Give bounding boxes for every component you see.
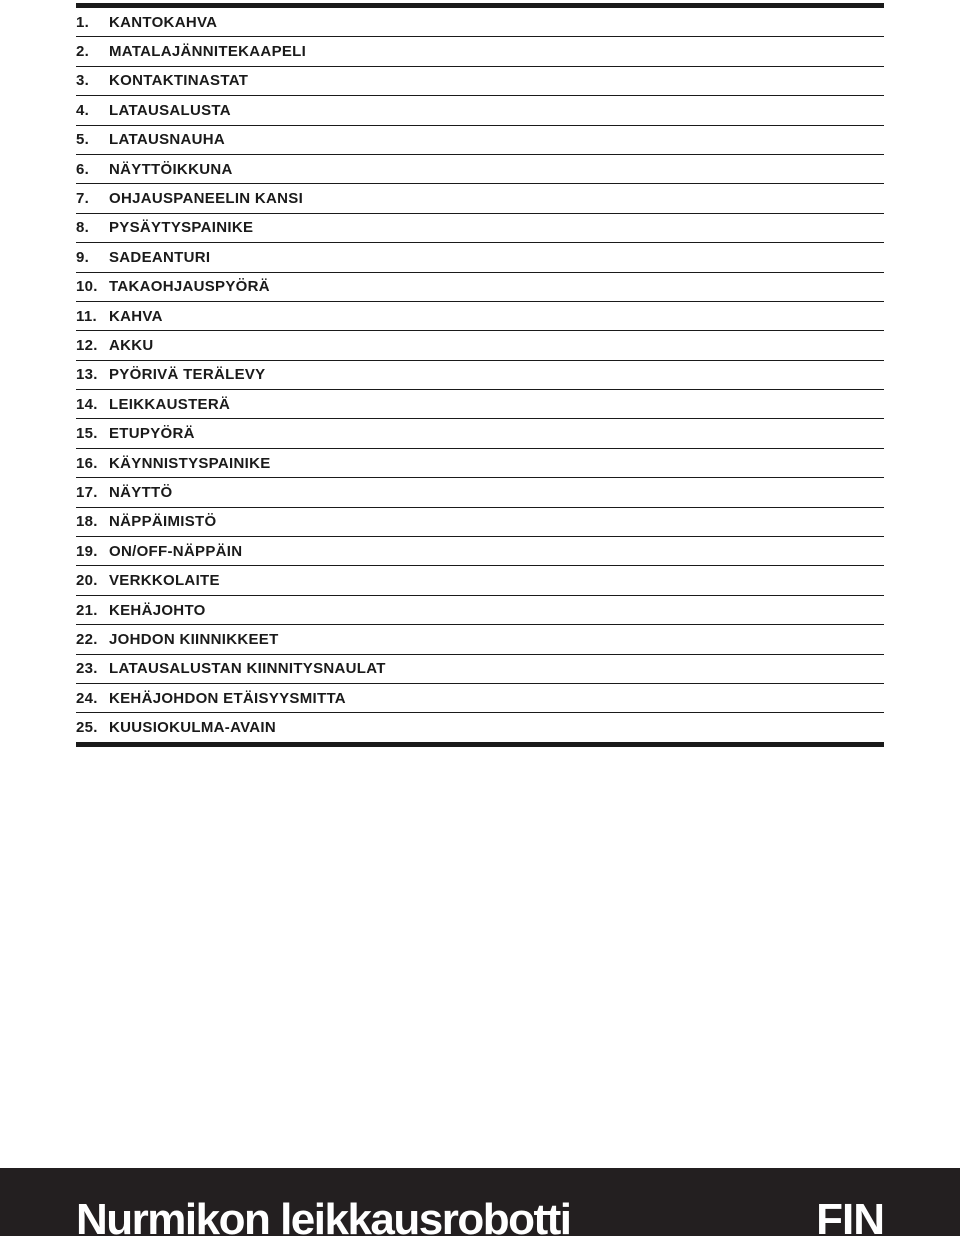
item-label: KONTAKTINASTAT	[109, 72, 249, 90]
item-number: 7.	[76, 190, 90, 208]
list-item	[76, 243, 884, 272]
list-item	[76, 684, 884, 713]
list-item	[76, 331, 884, 360]
item-label: KEHÄJOHTO	[109, 601, 206, 619]
item-label: SADEANTURI	[109, 248, 211, 266]
item-number: 2.	[76, 43, 90, 61]
item-number: 17.	[76, 483, 98, 501]
list-item	[76, 713, 884, 741]
item-number: 16.	[76, 454, 98, 472]
list-item	[76, 478, 884, 507]
item-label: LEIKKAUSTERÄ	[109, 395, 231, 413]
item-label: TAKAOHJAUSPYÖRÄ	[109, 278, 270, 296]
item-label: LATAUSALUSTAN KIINNITYSNAULAT	[109, 660, 386, 678]
item-number: 1.	[76, 13, 90, 31]
item-number: 20.	[76, 572, 98, 590]
language-code: FIN	[816, 1195, 884, 1236]
item-label: KEHÄJOHDON ETÄISYYSMITTA	[109, 689, 346, 707]
list-item	[76, 96, 884, 125]
item-label: JOHDON KIINNIKKEET	[109, 630, 279, 648]
parts-list	[76, 3, 884, 747]
item-label: MATALAJÄNNITEKAAPELI	[109, 43, 307, 61]
item-label: LATAUSNAUHA	[109, 131, 226, 149]
list-item	[76, 273, 884, 302]
item-number: 25.	[76, 719, 98, 737]
item-label: ETUPYÖRÄ	[109, 425, 195, 443]
list-item	[76, 566, 884, 595]
item-label: VERKKOLAITE	[109, 572, 220, 590]
item-number: 13.	[76, 366, 98, 384]
item-number: 12.	[76, 336, 98, 354]
item-number: 9.	[76, 248, 90, 266]
item-label: PYÖRIVÄ TERÄLEVY	[109, 366, 266, 384]
item-number: 6.	[76, 160, 90, 178]
item-number: 14.	[76, 395, 98, 413]
footer-title: Nurmikon leikkausrobotti	[76, 1195, 571, 1236]
list-item	[76, 361, 884, 390]
item-label: KANTOKAHVA	[109, 13, 218, 31]
item-label: KÄYNNISTYSPAINIKE	[109, 454, 271, 472]
item-number: 24.	[76, 689, 98, 707]
list-item	[76, 655, 884, 684]
item-number: 19.	[76, 542, 98, 560]
item-number: 22.	[76, 630, 98, 648]
list-item	[76, 302, 884, 331]
item-number: 4.	[76, 101, 90, 119]
list-item	[76, 214, 884, 243]
list-item	[76, 8, 884, 37]
list-item	[76, 508, 884, 537]
item-number: 10.	[76, 278, 98, 296]
item-label: NÄPPÄIMISTÖ	[109, 513, 217, 531]
item-label: OHJAUSPANEELIN KANSI	[109, 190, 304, 208]
item-number: 21.	[76, 601, 98, 619]
item-label: ON/OFF-NÄPPÄIN	[109, 542, 243, 560]
item-label: LATAUSALUSTA	[109, 101, 231, 119]
list-item	[76, 184, 884, 213]
item-number: 15.	[76, 425, 98, 443]
list-item	[76, 67, 884, 96]
list-item	[76, 537, 884, 566]
item-label: NÄYTTÖ	[109, 483, 173, 501]
item-number: 3.	[76, 72, 90, 90]
list-item	[76, 596, 884, 625]
footer-band	[0, 1168, 960, 1236]
list-item	[76, 390, 884, 419]
item-number: 8.	[76, 219, 90, 237]
item-label: PYSÄYTYSPAINIKE	[109, 219, 254, 237]
item-label: KAHVA	[109, 307, 163, 325]
list-item	[76, 126, 884, 155]
item-number: 23.	[76, 660, 98, 678]
item-number: 18.	[76, 513, 98, 531]
item-label: KUUSIOKULMA-AVAIN	[109, 719, 277, 737]
list-item	[76, 449, 884, 478]
item-label: AKKU	[109, 336, 154, 354]
list-item	[76, 625, 884, 654]
list-item	[76, 419, 884, 448]
item-number: 5.	[76, 131, 90, 149]
list-item	[76, 37, 884, 66]
list-item	[76, 155, 884, 184]
item-number: 11.	[76, 307, 97, 325]
item-label: NÄYTTÖIKKUNA	[109, 160, 233, 178]
